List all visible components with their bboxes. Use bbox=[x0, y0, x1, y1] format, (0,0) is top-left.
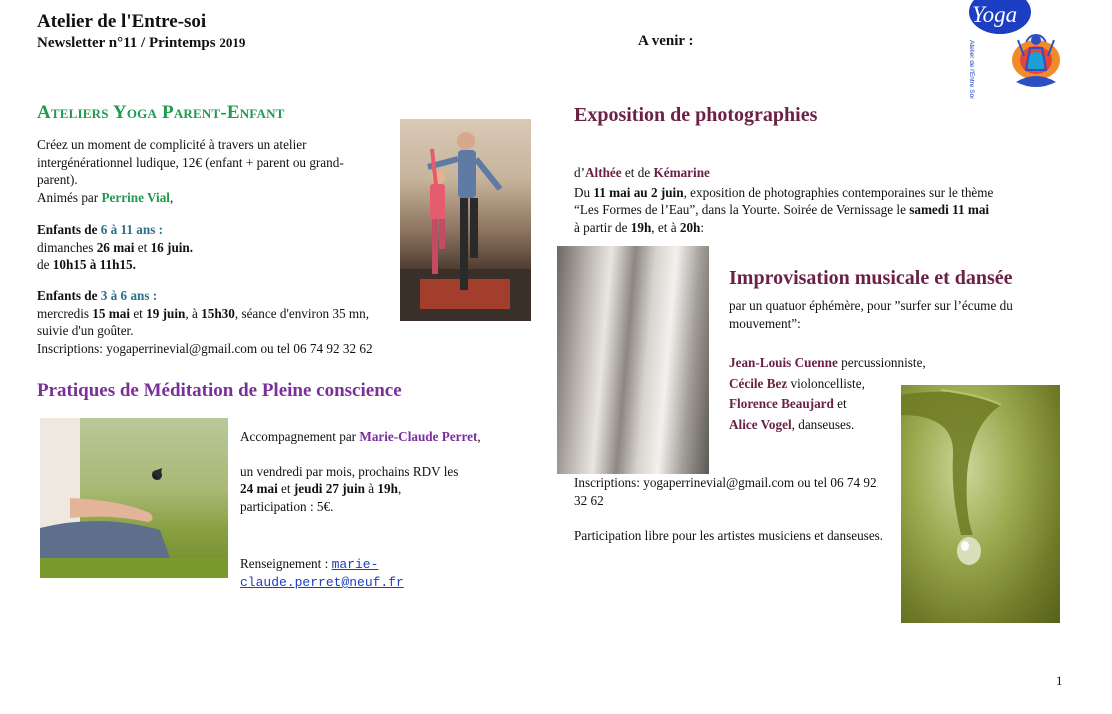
group1-dates-prefix: dimanches bbox=[37, 239, 97, 255]
yoga-pe-animated-suffix: , bbox=[169, 189, 174, 205]
expo-artists bbox=[574, 164, 1074, 182]
meditation-rdv: un vendredi par mois, prochains RDV les bbox=[240, 463, 459, 479]
performer4-role: , danseuses. bbox=[791, 416, 855, 432]
expo-l1-post: , exposition de photographies contemporaines sur le thème bbox=[683, 184, 994, 200]
newsletter-year: 2019 bbox=[219, 35, 246, 50]
meditation-and: et bbox=[277, 481, 294, 496]
group2-pre: mercredis bbox=[37, 305, 93, 321]
group1-time: 10h15 à 11h15. bbox=[52, 257, 136, 272]
impro-inscriptions: Inscriptions: yogaperrinevial@gmail.com ou tel 06 74 92 32 62 bbox=[574, 475, 877, 508]
expo-line1 bbox=[574, 184, 1074, 202]
performer2-name: Cécile Bez bbox=[729, 375, 788, 391]
group1-ages: 6 à 11 ans : bbox=[100, 222, 164, 237]
performer4-name: Alice Vogel bbox=[729, 416, 792, 432]
meditation-accomp-prefix: Accompagnement par bbox=[240, 429, 360, 444]
meditation-date1: 24 mai bbox=[240, 481, 278, 496]
yoga-pe-intro: Créez un moment de complicité à travers un atelier intergénérationnel ludique, 12€ (enfant + parent ou grand-parent). bbox=[37, 137, 344, 187]
water-drop-illustration bbox=[901, 385, 1060, 623]
impro-desc: par un quatuor éphémère, pour ”surfer sur l’écume du mouvement”: bbox=[729, 298, 1013, 331]
group2-and: et bbox=[130, 305, 147, 321]
expo-by-prefix: d’ bbox=[574, 165, 585, 180]
expo-time2: 20h bbox=[679, 219, 701, 235]
group2-post: , séance d'environ 35 mn, suivie d'un goûter. bbox=[37, 305, 370, 338]
expo-by-mid: et de bbox=[621, 165, 654, 180]
expo-line3 bbox=[574, 219, 1074, 237]
expo-text bbox=[574, 164, 1074, 236]
expo-line2 bbox=[574, 201, 1074, 219]
meditation-illustration bbox=[40, 418, 228, 578]
waterfall-photo bbox=[557, 246, 709, 474]
expo-time1: 19h bbox=[630, 219, 652, 235]
page-number: 1 bbox=[1056, 673, 1063, 688]
meditation-email-link-part2[interactable]: claude.perret@neuf.fr bbox=[240, 575, 404, 590]
group1-time-prefix: de bbox=[37, 257, 53, 272]
group1-and: et bbox=[134, 239, 151, 255]
logo-word: Yoga bbox=[972, 2, 1018, 27]
expo-l1-pre: Du bbox=[574, 184, 594, 200]
group1-dates bbox=[37, 239, 377, 257]
newsletter-issue: Newsletter n°11 / Printemps bbox=[37, 35, 216, 51]
yoga-pe-animators bbox=[37, 189, 377, 207]
expo-l3-mid: , et à bbox=[651, 219, 680, 235]
group2-date2: 19 juin bbox=[146, 305, 186, 321]
expo-artist1: Althée bbox=[585, 165, 622, 180]
meditation-at: à bbox=[364, 481, 378, 496]
group1-time-line bbox=[37, 256, 377, 274]
group1-date1: 26 mai bbox=[96, 239, 135, 255]
group2-heading bbox=[37, 287, 392, 305]
logo-side-text: Atelier de l'Entre Soi bbox=[968, 40, 975, 99]
meditation-participation: participation : 5€. bbox=[240, 498, 334, 514]
meditation-date2: jeudi 27 juin bbox=[293, 481, 365, 496]
group1-heading bbox=[37, 221, 377, 239]
group1-date2: 16 juin. bbox=[150, 239, 194, 255]
expo-dates: 11 mai au 2 juin bbox=[593, 184, 684, 200]
newsletter-subtitle bbox=[37, 35, 245, 52]
yoga-pe-group1 bbox=[37, 221, 377, 274]
yoga-pe-animator: Perrine Vial bbox=[101, 189, 170, 205]
group2-label: Enfants de bbox=[37, 288, 101, 303]
yoga-pe-intro-block bbox=[37, 136, 377, 206]
group2-time: 15h30 bbox=[201, 305, 235, 321]
meditation-contact bbox=[240, 555, 530, 573]
meditation-contact-label: Renseignement : bbox=[240, 556, 332, 571]
expo-artist2: Kémarine bbox=[653, 165, 710, 180]
newsletter-title: Atelier de l'Entre-soi bbox=[37, 11, 207, 32]
group2-ages: 3 à 6 ans : bbox=[100, 288, 158, 303]
expo-l3-post: : bbox=[700, 219, 705, 235]
yoga-pe-title: Ateliers Yoga Parent-Enfant bbox=[37, 102, 285, 123]
yoga-logo-graphic bbox=[968, 0, 1066, 100]
meditation-dates bbox=[240, 480, 530, 498]
impro-title: Improvisation musicale et dansée bbox=[729, 267, 1013, 289]
expo-vernissage-date: samedi 11 mai bbox=[909, 202, 990, 217]
meditation-email-link-part1[interactable]: marie- bbox=[331, 557, 379, 572]
parent-child-yoga-photo bbox=[400, 119, 531, 321]
parent-child-yoga-illustration bbox=[400, 119, 531, 321]
yoga-pe-inscriptions: Inscriptions: yogaperrinevial@gmail.com ou tel 06 74 92 32 62 bbox=[37, 341, 373, 356]
meditation-comma: , bbox=[397, 481, 402, 496]
meditation-accomp-suffix: , bbox=[477, 429, 481, 444]
group2-mid: , à bbox=[185, 305, 202, 321]
performer1-name: Jean-Louis Cuenne bbox=[729, 355, 838, 370]
meditation-text bbox=[240, 428, 530, 591]
yoga-pe-animated-prefix: Animés par bbox=[37, 189, 102, 205]
impro-participation: Participation libre pour les artistes musiciens et danseuses. bbox=[574, 528, 884, 543]
performer2-role: violoncelliste, bbox=[787, 375, 865, 391]
group2-details bbox=[37, 305, 392, 340]
performer3-role: et bbox=[833, 396, 847, 411]
expo-l3-pre: à partir de bbox=[574, 219, 631, 235]
meditation-accomp bbox=[240, 428, 530, 446]
water-drop-photo bbox=[901, 385, 1060, 623]
meditation-title: Pratiques de Méditation de Pleine conscience bbox=[37, 380, 402, 401]
meditation-time: 19h bbox=[377, 481, 398, 496]
expo-l2-pre: “Les Formes de l’Eau”, dans la Yourte. Soirée de Vernissage le bbox=[574, 202, 910, 217]
group1-label: Enfants de bbox=[37, 222, 101, 237]
yoga-logo bbox=[968, 0, 1066, 100]
meditation-photo bbox=[40, 418, 228, 578]
performer3-name: Florence Beaujard bbox=[729, 396, 834, 411]
group2-date1: 15 mai bbox=[92, 305, 131, 321]
meditation-person: Marie-Claude Perret bbox=[359, 429, 478, 444]
expo-title: Exposition de photographies bbox=[574, 104, 818, 126]
yoga-pe-group2 bbox=[37, 287, 392, 340]
impro-performer1 bbox=[729, 354, 1074, 372]
upcoming-label: A venir : bbox=[638, 33, 694, 49]
performer1-role: percussionniste, bbox=[837, 355, 926, 370]
